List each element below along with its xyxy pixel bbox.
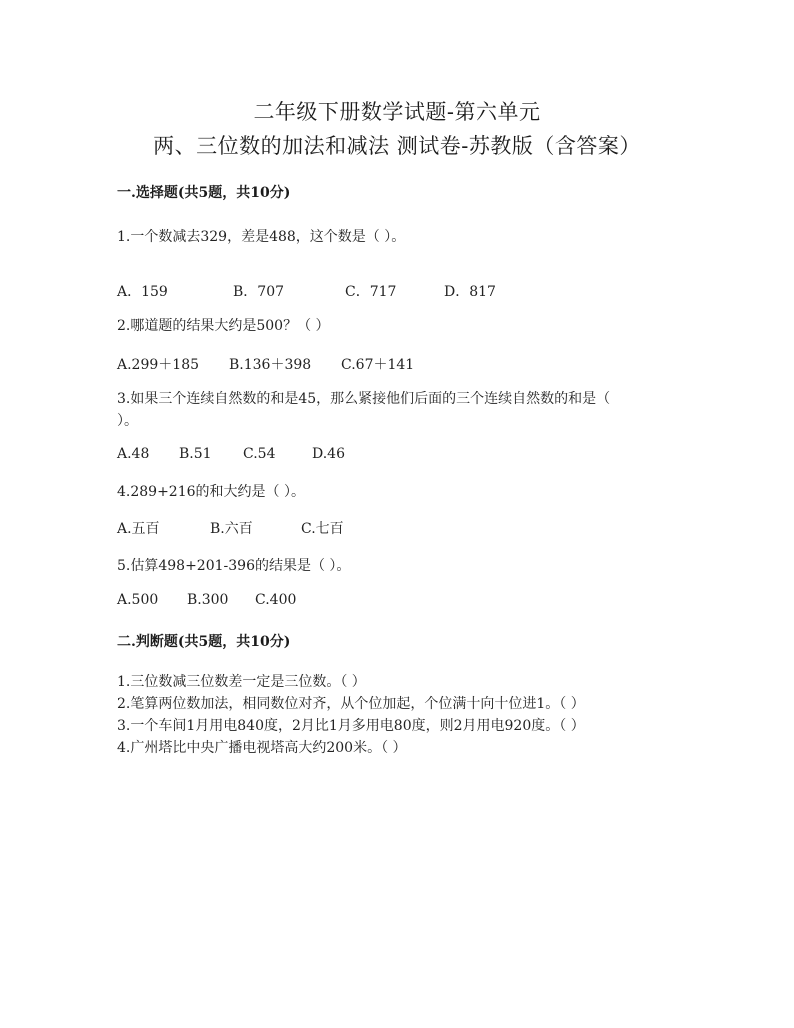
- judgement-item-3: 3.一个车间1月用电840度，2月比1月多用电80度，则2月用电920度。（ ）: [117, 718, 585, 734]
- question-4-option-c[interactable]: C.七百: [301, 521, 344, 537]
- question-2-text: 2.哪道题的结果大约是500？（ ）: [117, 318, 330, 334]
- question-4-option-b[interactable]: B.六百: [210, 521, 253, 537]
- question-2-option-a[interactable]: A.299＋185: [117, 357, 200, 373]
- question-5-text: 5.估算498+201-396的结果是（ ）。: [117, 558, 351, 574]
- judgement-item-2: 2.笔算两位数加法，相同数位对齐，从个位加起，个位满十向十位进1。（ ）: [117, 696, 585, 712]
- question-2-option-b[interactable]: B.136＋398: [229, 357, 312, 373]
- question-3-option-d[interactable]: D.46: [312, 446, 345, 462]
- section-heading-choice: 一.选择题(共5题，共10分): [117, 185, 291, 201]
- question-3-option-c[interactable]: C.54: [243, 446, 276, 462]
- question-2-option-c[interactable]: C.67＋141: [341, 357, 415, 373]
- question-1-option-a[interactable]: A．159: [117, 284, 168, 300]
- judgement-item-1: 1.三位数减三位数差一定是三位数。（ ）: [117, 674, 366, 690]
- question-3-text-line1: 3.如果三个连续自然数的和是45，那么紧接他们后面的三个连续自然数的和是（: [117, 391, 611, 407]
- question-1-option-b[interactable]: B．707: [233, 284, 285, 300]
- question-1-option-c[interactable]: C．717: [345, 284, 397, 300]
- question-1-text: 1.一个数减去329，差是488，这个数是（ ）。: [117, 229, 406, 245]
- section-heading-judgement: 二.判断题(共5题，共10分): [117, 634, 291, 650]
- question-5-option-c[interactable]: C.400: [255, 592, 297, 608]
- page-title-line1: 二年级下册数学试题-第六单元: [253, 100, 541, 124]
- question-1-option-d[interactable]: D．817: [444, 284, 496, 300]
- question-5-option-b[interactable]: B.300: [187, 592, 229, 608]
- page-title-line2: 两、三位数的加法和减法 测试卷-苏教版（含答案）: [153, 134, 641, 158]
- question-3-text-line2: ）。: [117, 413, 138, 429]
- judgement-item-4: 4.广州塔比中央广播电视塔高大约200米。（ ）: [117, 740, 407, 756]
- question-3-option-a[interactable]: A.48: [117, 446, 150, 462]
- question-3-option-b[interactable]: B.51: [179, 446, 212, 462]
- question-4-option-a[interactable]: A.五百: [117, 521, 160, 537]
- question-5-option-a[interactable]: A.500: [117, 592, 159, 608]
- question-4-text: 4.289+216的和大约是（ ）。: [117, 484, 305, 500]
